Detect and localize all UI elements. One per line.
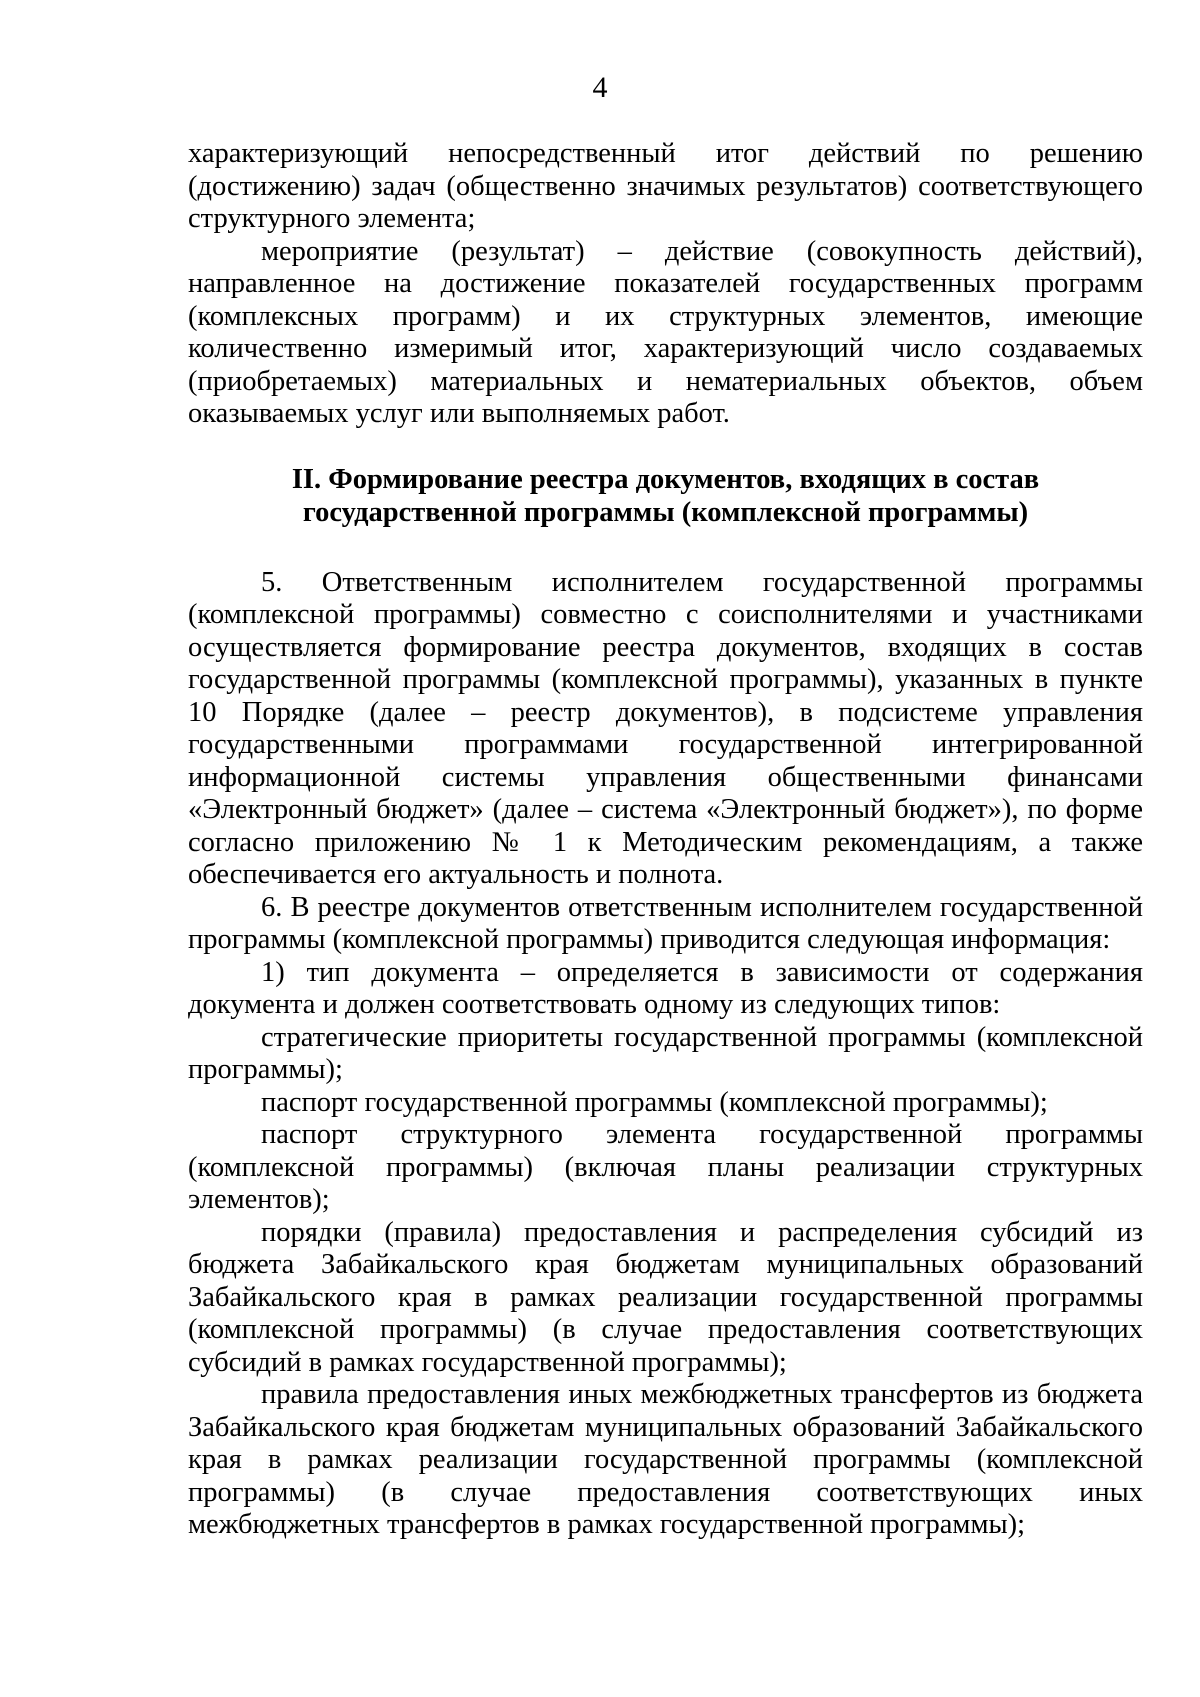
section-heading-line-1: II. Формирование реестра документов, входящих в состав [291, 463, 1040, 495]
page-content [188, 138, 1143, 1542]
intro-paragraph-2: мероприятие (результат) – действие (совокупность действий), направленное на достижение показателей государственных программ (комплексных программ) и их структурных элементов, имеющие количественно измеримый итог, характеризующий число создаваемых (приобретаемых) материальных и нематериальных объектов, объем оказываемых услуг или выполняемых работ. [188, 235, 1143, 429]
intro-paragraph-1: характеризующий непосредственный итог действий по решению (достижению) задач (общественно значимых результатов) соответствующего структурного элемента; [188, 138, 1143, 234]
document-type-structural-element-passport: паспорт структурного элемента государственной программы (комплексной программы) (включая планы реализации структурных элементов); [188, 1119, 1143, 1215]
paragraph-subitem-1: 1) тип документа – определяется в зависимости от содержания документа и должен соответствовать одному из следующих типов: [188, 956, 1143, 1020]
document-type-strategic-priorities: стратегические приоритеты государственной программы (комплексной программы); [188, 1021, 1143, 1085]
paragraph-item-5: 5. Ответственным исполнителем государственной программы (комплексной программы) совместно с соисполнителями и участниками осуществляется формирование реестра документов, входящих в состав государственной программы (комплексной программы), указанных в пункте 10 Порядке (далее – реестр документов), в подсистеме управления государственными программами государственной интегрированной информационной системы управления общественными финансами «Электронный бюджет» (далее – система «Электронный бюджет»), по форме согласно приложению № 1 к Методическим рекомендациям, а также обеспечивается его актуальность и полнота. [188, 566, 1143, 890]
page-number: 4 [592, 71, 608, 104]
paragraph-item-6: 6. В реестре документов ответственным исполнителем государственной программы (комплексной программы) приводится следующая информация: [188, 891, 1143, 955]
document-type-program-passport: паспорт государственной программы (комплексной программы); [261, 1086, 1048, 1118]
document-type-transfer-rules: правила предоставления иных межбюджетных трансфертов из бюджета Забайкальского края бюджетам муниципальных образований Забайкальского края в рамках реализации государственной программы (комплексной программы) (в случае предоставления соответствующих иных межбюджетных трансфертов в рамках государственной программы); [188, 1379, 1143, 1540]
section-heading-line-2: государственной программы (комплексной программы) [302, 496, 1029, 528]
section-heading [188, 463, 1143, 529]
document-type-subsidy-rules: порядки (правила) предоставления и распределения субсидий из бюджета Забайкальского края бюджетам муниципальных образований Забайкальского края в рамках реализации государственной программы (комплексной программы) (в случае предоставления соответствующих субсидий в рамках государственной программы); [188, 1216, 1143, 1378]
